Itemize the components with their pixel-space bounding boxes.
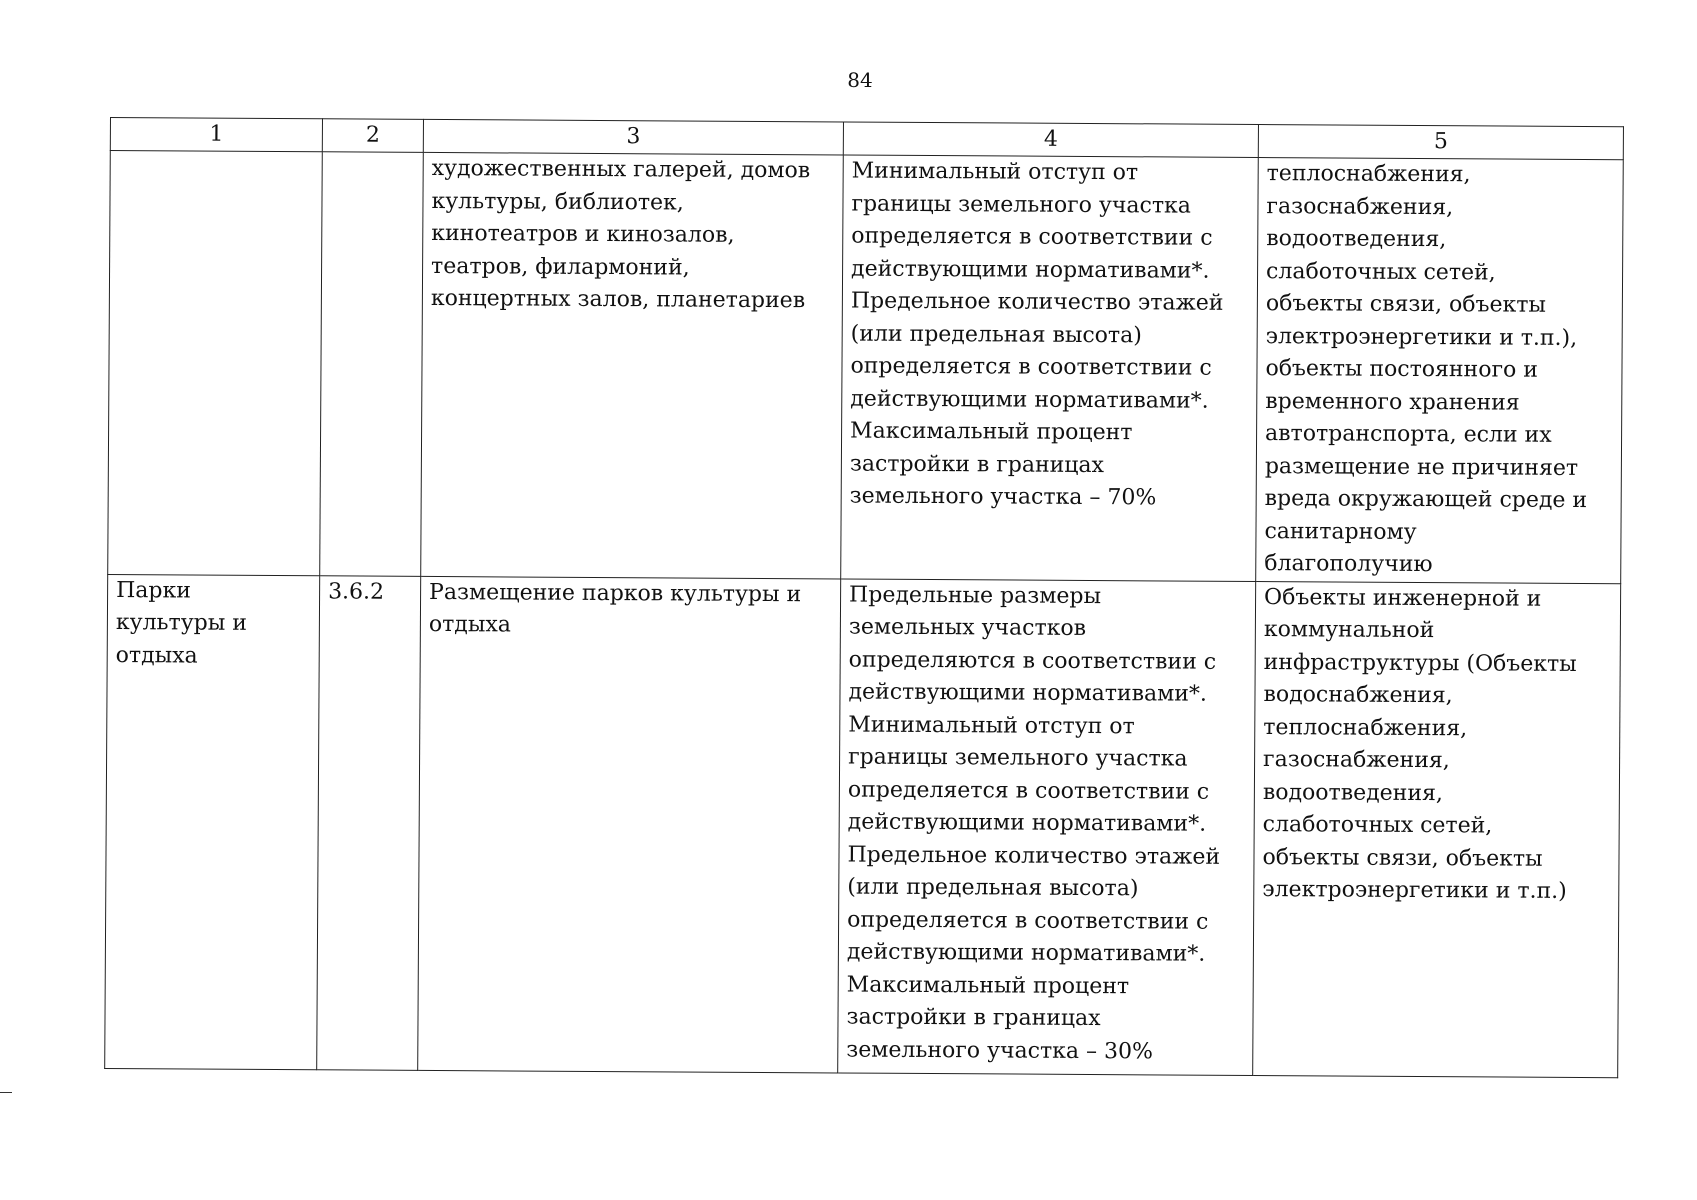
page-number: 84 (847, 68, 873, 92)
cell-auxiliary-uses: теплоснабжения, газоснабжения, водоотведения, слаботочных сетей, объекты связи, объекты электроэнергетики и т.п.), объекты постоянного и временного хранения автотранспорта, если их размещение не причиняет вреда окружающей среде и санитарному благополучию (1256, 158, 1624, 584)
cell-description: Размещение парков культуры и отдыха (418, 576, 841, 1073)
cell-use-name (108, 151, 323, 576)
cell-description: художественных галерей, домов культуры, библиотек, кинотеатров и кинозалов, театров, филармоний, концертных залов, планетариев (421, 152, 844, 578)
table-row (108, 151, 1624, 584)
table-row (105, 574, 1621, 1077)
cell-parameters: Предельные размеры земельных участков определяются в соответствии с действующими нормативами*. Минимальный отступ от границы земельного участка определяется в соответствии с действующими нормативами*. Предельное количество этажей (или предельная высота) определяется в соответствии с действующими нормативами*. Максимальный процент застройки в границах земельного участка – 30% (838, 578, 1256, 1075)
scan-edge-mark (0, 1092, 12, 1093)
header-col-5: 5 (1258, 125, 1623, 160)
cell-code (320, 152, 424, 576)
header-col-1: 1 (110, 118, 322, 152)
header-col-2: 2 (322, 119, 423, 153)
cell-parameters: Минимальный отступ от границы земельного участка определяется в соответствии с действующими нормативами*. Предельное количество этажей (или предельная высота) определяется в соответствии с действующими нормативами*. Максимальный процент застройки в границах земельного участка – 70% (841, 155, 1259, 581)
cell-use-name: Парки культуры и отдыха (105, 574, 320, 1069)
regulations-table (104, 117, 1624, 1078)
cell-auxiliary-uses: Объекты инженерной и коммунальной инфраструктуры (Объекты водоснабжения, теплоснабжения, газоснабжения, водоотведения, слаботочных сетей, объекты связи, объекты электроэнергетики и т.п.) (1253, 581, 1621, 1077)
header-col-4: 4 (843, 122, 1258, 158)
cell-code: 3.6.2 (317, 575, 421, 1070)
header-col-3: 3 (423, 119, 843, 155)
